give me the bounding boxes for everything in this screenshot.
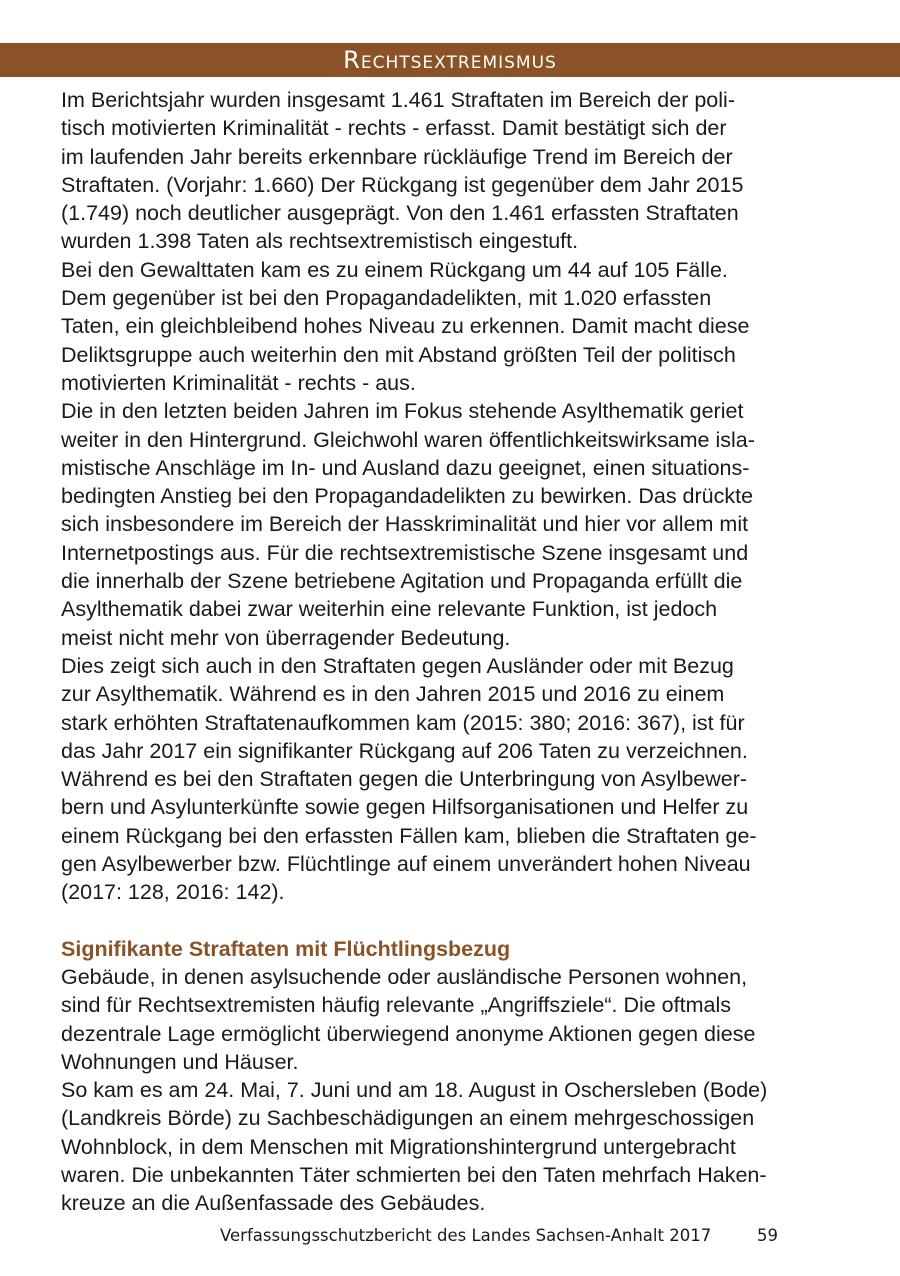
text-line: bedingten Anstieg bei den Propagandadelikten zu bewirken. Das drückte <box>61 484 754 509</box>
text-line: meist nicht mehr von überragender Bedeutung. <box>61 625 511 650</box>
text-line: sich insbesondere im Bereich der Hasskriminalität und hier vor allem mit <box>61 512 749 537</box>
text-line: waren. Die unbekannten Täter schmierten bei den Taten mehrfach Haken- <box>61 1162 767 1187</box>
paragraph-1 <box>61 86 849 256</box>
main-content <box>61 86 849 1218</box>
text-line: Taten, ein gleichbleibend hohes Niveau zu erkennen. Damit macht diese <box>61 314 750 339</box>
text-line: Wohnblock, in dem Menschen mit Migrationshintergrund untergebracht <box>61 1134 736 1159</box>
text-line: Bei den Gewalttaten kam es zu einem Rückgang um 44 auf 105 Fälle. <box>61 257 728 282</box>
text-line: Dem gegenüber ist bei den Propagandadelikten, mit 1.020 erfassten <box>61 286 712 311</box>
text-line: dezentrale Lage ermöglicht überwiegend anonyme Aktionen gegen diese <box>61 1021 756 1046</box>
section-spacer <box>61 907 849 935</box>
text-line: zur Asylthematik. Während es in den Jahren 2015 und 2016 zu einem <box>61 682 725 707</box>
section-paragraph-1 <box>61 963 849 1076</box>
paragraph-3 <box>61 397 849 652</box>
text-line: Gebäude, in denen asylsuchende oder ausländische Personen wohnen, <box>61 964 748 989</box>
chapter-header-band <box>0 43 900 77</box>
section-heading: Signifikante Straftaten mit Flüchtlingsbezug <box>61 936 511 961</box>
text-line: im laufenden Jahr bereits erkennbare rückläufige Trend im Bereich der <box>61 144 733 169</box>
text-line: Asylthematik dabei zwar weiterhin eine relevante Funktion, ist jedoch <box>61 597 718 622</box>
paragraph-4 <box>61 652 849 907</box>
footer-publication-title: Verfassungsschutzbericht des Landes Sachsen-Anhalt 2017 <box>220 1226 712 1245</box>
chapter-title: Rechtsextremismus <box>343 46 557 74</box>
text-line: Im Berichtsjahr wurden insgesamt 1.461 Straftaten im Bereich der poli- <box>61 88 735 112</box>
section-paragraph-2 <box>61 1076 849 1217</box>
text-line: bern und Asylunterkünfte sowie gegen Hilfsorganisationen und Helfer zu <box>61 795 749 820</box>
text-line: (Landkreis Börde) zu Sachbeschädigungen an einem mehrgeschossigen <box>61 1106 755 1131</box>
text-line: Wohnungen und Häuser. <box>61 1049 299 1074</box>
text-line: kreuze an die Außenfassade des Gebäudes. <box>61 1191 486 1216</box>
text-line: (2017: 128, 2016: 142). <box>61 880 285 905</box>
page-number: 59 <box>757 1226 778 1245</box>
text-line: sind für Rechtsextremisten häufig relevante „Angriffsziele“. Die oftmals <box>61 993 731 1018</box>
text-line: einem Rückgang bei den erfassten Fällen kam, blieben die Straftaten ge- <box>61 823 757 848</box>
text-line: Deliktsgruppe auch weiterhin den mit Abstand größten Teil der politisch <box>61 342 736 367</box>
text-line: tisch motivierten Kriminalität - rechts - erfasst. Damit bestätigt sich der <box>61 116 727 141</box>
text-line: stark erhöhten Straftatenaufkommen kam (2015: 380; 2016: 367), ist für <box>61 710 745 735</box>
text-line: Die in den letzten beiden Jahren im Fokus stehende Asylthematik geriet <box>61 399 744 424</box>
text-line: (1.749) noch deutlicher ausgeprägt. Von den 1.461 erfassten Straftaten <box>61 201 739 226</box>
text-line: gen Asylbewerber bzw. Flüchtlinge auf einem unverändert hohen Niveau <box>61 852 751 877</box>
text-line: das Jahr 2017 ein signifikanter Rückgang auf 206 Taten zu verzeichnen. <box>61 738 748 763</box>
text-line: So kam es am 24. Mai, 7. Juni und am 18. August in Oschersleben (Bode) <box>61 1078 768 1103</box>
text-line: Während es bei den Straftaten gegen die Unterbringung von Asylbewer- <box>61 767 748 792</box>
text-line: weiter in den Hintergrund. Gleichwohl waren öffentlichkeitswirksame isla- <box>61 427 755 452</box>
text-line: motivierten Kriminalität - rechts - aus. <box>61 370 416 395</box>
text-line: Internetpostings aus. Für die rechtsextremistische Szene insgesamt und <box>61 540 749 565</box>
text-line: wurden 1.398 Taten als rechtsextremistisch eingestuft. <box>61 229 579 254</box>
text-line: die innerhalb der Szene betriebene Agitation und Propaganda erfüllt die <box>61 569 743 594</box>
text-line: mistische Anschläge im In- und Ausland dazu geeignet, einen situations- <box>61 455 750 480</box>
text-line: Dies zeigt sich auch in den Straftaten gegen Ausländer oder mit Bezug <box>61 653 734 678</box>
paragraph-2 <box>61 256 849 397</box>
text-line: Straftaten. (Vorjahr: 1.660) Der Rückgang ist gegenüber dem Jahr 2015 <box>61 172 744 197</box>
